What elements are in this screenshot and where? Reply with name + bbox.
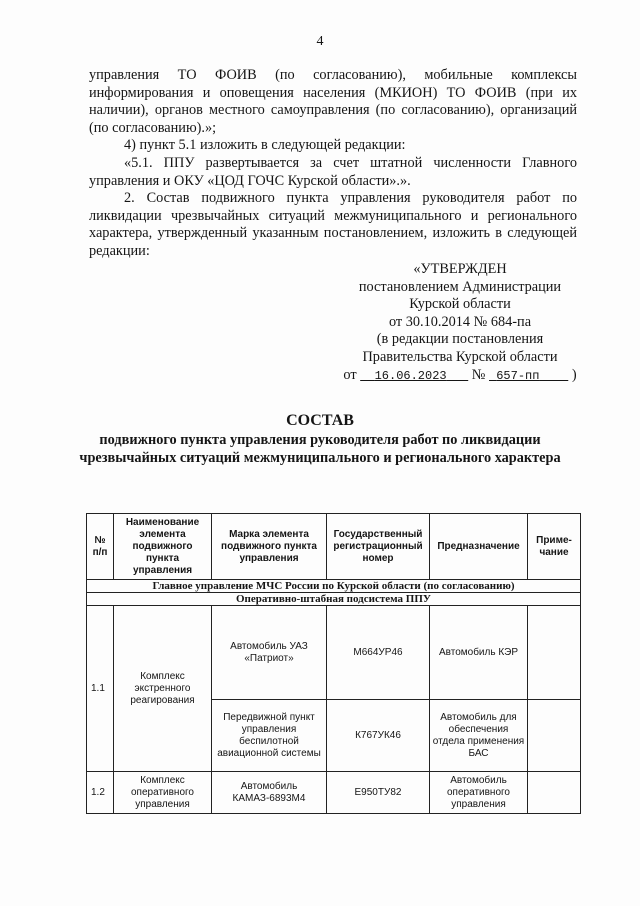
approval-line: Правительства Курской области [362, 348, 558, 365]
approval-line: «УТВЕРЖДЕН [413, 261, 507, 277]
subsection-title: Оперативно-штабная подсистема ППУ [87, 593, 581, 606]
row-reg-number: К767УК46 [327, 700, 430, 772]
row-brand: Автомобиль УАЗ «Патриот» [212, 606, 327, 700]
title-heading: СОСТАВ [286, 412, 354, 429]
document-title [60, 410, 580, 467]
header-note: Приме-чание [528, 514, 581, 580]
body-text [89, 67, 577, 261]
row-name: Комплекс оперативного управления [114, 772, 212, 814]
header-name: Наименование элемента подвижного пункта управления [114, 514, 212, 580]
section-title: Главное управление МЧС России по Курской области (по согласованию) [87, 580, 581, 593]
approval-line: (в редакции постановления [376, 331, 544, 348]
header-purpose: Предназначение [430, 514, 528, 580]
row-note [528, 772, 581, 814]
approval-stamp [340, 261, 580, 385]
page-number: 4 [316, 34, 324, 49]
header-brand: Марка элемента подвижного пункта управления [212, 514, 327, 580]
row-reg-number: М664УР46 [327, 606, 430, 700]
header-num: № п/п [87, 514, 114, 580]
approval-line: Курской области [409, 296, 511, 313]
closing-paren: ) [571, 366, 577, 383]
row-brand: Передвижной пункт управления беспилотной авиационной системы [212, 700, 327, 772]
paragraph-quote-5-1: «5.1. ППУ развертывается за счет штатной численности Главного управления и ОКУ «ЦОД ГОЧС Курской области».». [89, 154, 577, 189]
table-row [87, 772, 581, 814]
paragraph-item-2: 2. Состав подвижного пункта управления руководителя работ по ликвидации чрезвычайных ситуаций межмуниципального и регионального характера, утвержденный указанным постановлением, изложить в следующей редакции: [89, 190, 577, 259]
approval-date: 16.06.2023 [374, 368, 447, 383]
row-name: Комплекс экстренного реагирования [114, 606, 212, 772]
composition-table [86, 513, 581, 814]
row-brand: Автомобиль КАМАЗ-6893М4 [212, 772, 327, 814]
row-num: 1.2 [87, 772, 114, 814]
row-purpose: Автомобиль КЭР [430, 606, 528, 700]
number-prefix: № [471, 366, 486, 383]
row-num: 1.1 [87, 606, 114, 772]
row-reg-number: Е950ТУ82 [327, 772, 430, 814]
row-purpose: Автомобиль для обеспечения отдела применения БАС [430, 700, 528, 772]
row-purpose: Автомобиль оперативного управления [430, 772, 528, 814]
table-header-row [87, 514, 581, 580]
header-reg-number: Государственный регистрационный номер [327, 514, 430, 580]
paragraph-item-4: 4) пункт 5.1 изложить в следующей редакции: [124, 137, 406, 154]
row-note [528, 700, 581, 772]
approval-number: 657-пп [496, 368, 540, 383]
date-prefix: от [343, 366, 357, 383]
table-row [87, 606, 581, 700]
section-row [87, 580, 581, 593]
approval-line: от 30.10.2014 № 684-па [388, 313, 532, 330]
approval-line: постановлением Администрации [358, 278, 562, 295]
subsection-row [87, 593, 581, 606]
paragraph-continuation: управления ТО ФОИВ (по согласованию), мобильные комплексы информирования и оповещения населения (МКИОН) ТО ФОИВ (при их наличии), органов местного самоуправления (по согласованию), организаций (по согласованию).»; [89, 67, 577, 136]
approval-date-line [340, 367, 580, 386]
row-note [528, 606, 581, 700]
title-subtitle: подвижного пункта управления руководителя работ по ликвидации чрезвычайных ситуаций межмуниципального и регионального характера [79, 432, 561, 466]
